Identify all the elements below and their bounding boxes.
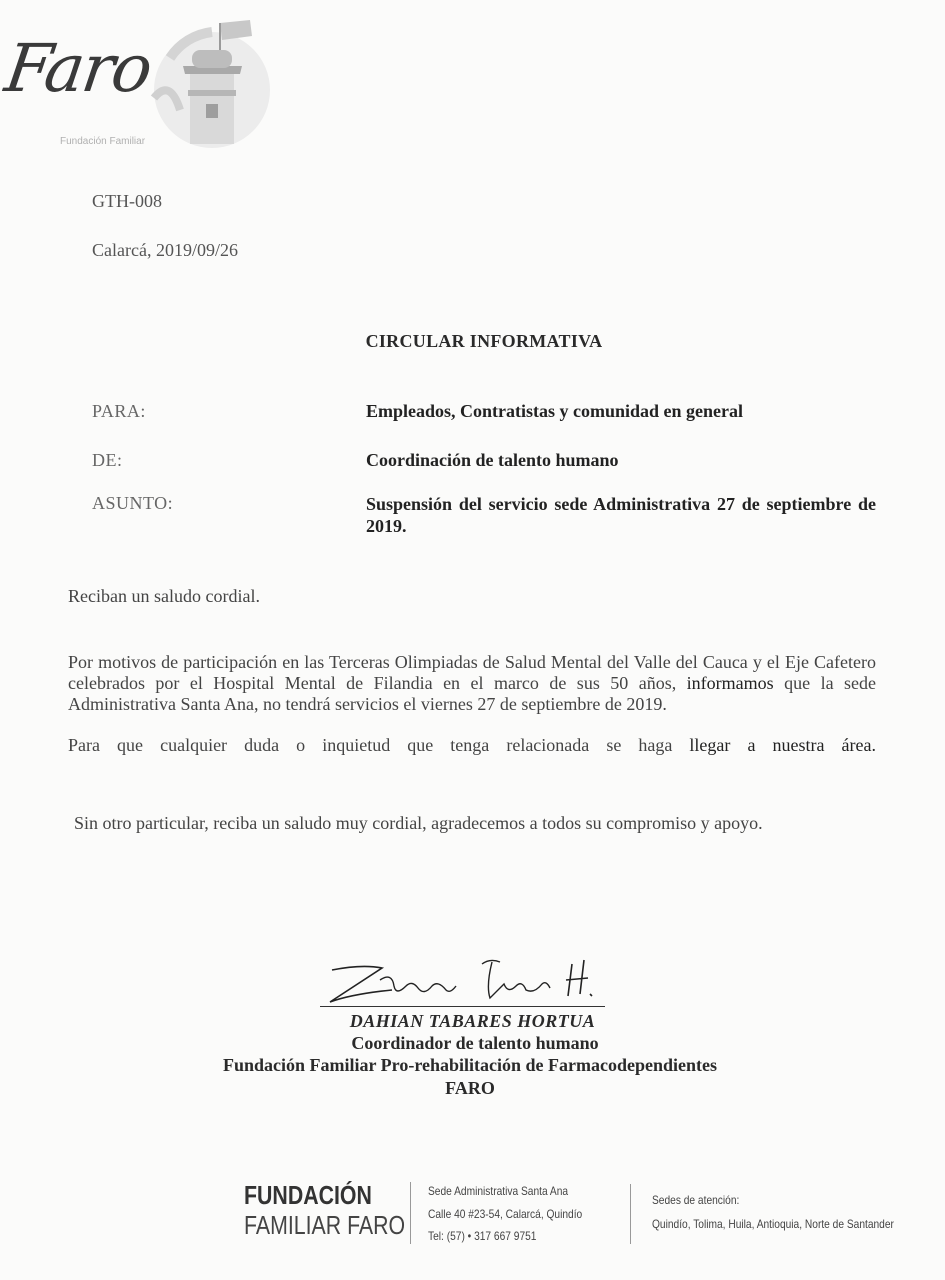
para-value: Empleados, Contratistas y comunidad en general [366, 401, 744, 421]
footer-brand-line2: FAMILIAR FARO [244, 1210, 406, 1240]
closing-text: Sin otro particular, reciba un saludo muy cordial, agradecemos a todos su compromiso y apoyo. [74, 813, 763, 833]
body-paragraph-2 [68, 735, 876, 756]
handwritten-signature [322, 950, 612, 1010]
signer-name: DAHIAN TABARES HORTUA [349, 1011, 596, 1031]
de-value: Coordinación de talento humano [366, 450, 619, 470]
logo-subtext: Fundación Familiar [60, 136, 146, 147]
signature-line [320, 1006, 605, 1007]
footer-sites-title: Sedes de atención: [652, 1193, 740, 1207]
paragraph2-text: Para que cualquier duda o inquietud que tenga relacionada se haga [68, 735, 690, 755]
footer-office-title: Sede Administrativa Santa Ana [428, 1184, 569, 1198]
footer-sites-list: Quindío, Tolima, Huila, Antioquia, Norte de Santander [652, 1217, 894, 1231]
signer-role: Coordinador de talento humano [351, 1033, 599, 1053]
logo-wordmark: Faro [0, 30, 156, 107]
asunto-label: ASUNTO: [92, 493, 174, 513]
signer-org-short: FARO [445, 1078, 495, 1098]
footer-office-address: Calle 40 #23-54, Calarcá, Quindío [428, 1207, 583, 1221]
de-label: DE: [92, 450, 123, 470]
footer-office-phone: Tel: (57) • 317 667 9751 [428, 1229, 537, 1243]
signer-organization: Fundación Familiar Pro-rehabilitación de Farmacodependientes [223, 1055, 717, 1075]
paragraph1-text: Por motivos de participación en las Terceras Olimpiadas de Salud Mental del Valle del Cauca y el Eje Cafetero celebrados por el Hospital Mental de Filandia en el marco de sus 50 años, [68, 652, 876, 693]
body-paragraph-1 [68, 652, 876, 715]
asunto-value: Suspensión del servicio sede Administrativa 27 de septiembre de 2019. [366, 494, 876, 536]
paragraph2-emphasis: llegar a nuestra área. [689, 735, 876, 755]
document-title: CIRCULAR INFORMATIVA [365, 331, 603, 351]
greeting: Reciban un saludo cordial. [68, 586, 260, 606]
paragraph1-text-end: que la sede Administrativa Santa Ana, no tendrá servicios el viernes 27 de septiembre de 2019. [68, 673, 876, 714]
paragraph1-emphasis: informamos [686, 673, 774, 693]
footer-divider-2 [630, 1184, 631, 1244]
footer-brand-line1: FUNDACIÓN [244, 1180, 372, 1210]
document-code: GTH-008 [92, 191, 162, 211]
lighthouse-logo-icon [150, 18, 275, 153]
place-date: Calarcá, 2019/09/26 [92, 240, 238, 260]
footer-divider [410, 1182, 411, 1244]
para-label: PARA: [92, 401, 146, 421]
